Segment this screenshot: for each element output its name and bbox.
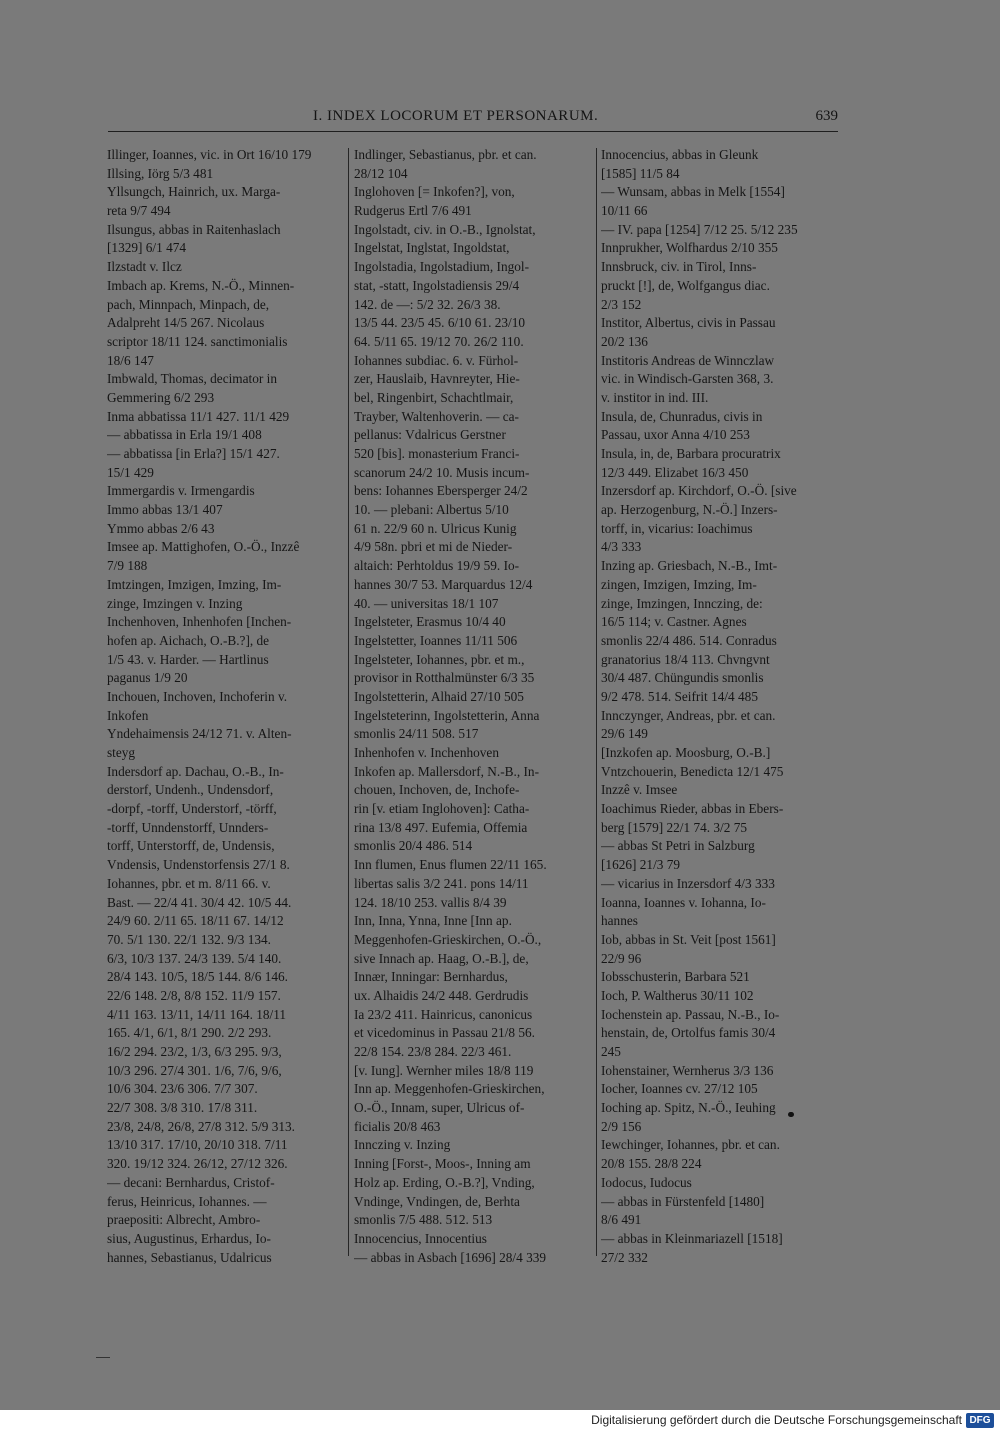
index-line: Inning [Forst-, Moos-, Inning am xyxy=(354,1156,531,1172)
index-line: et vicedominus in Passau 21/8 56. xyxy=(354,1025,535,1041)
footer-text: Digitalisierung gefördert durch die Deutsche Forschungsgemeinschaft xyxy=(591,1413,962,1427)
index-line: 20/8 155. 28/8 224 xyxy=(601,1156,702,1172)
index-line: -dorpf, -torff, Understorf, -törff, xyxy=(107,801,277,817)
index-line: stat, -statt, Ingolstadiensis 29/4 xyxy=(354,277,520,293)
index-line: Inchenhoven, Inhenhofen [Inchen- xyxy=(107,614,292,630)
index-line: Inma abbatissa 11/1 427. 11/1 429 xyxy=(107,408,290,424)
index-line: Insula, de, Chunradus, civis in xyxy=(601,408,763,424)
dfg-logo: DFG xyxy=(966,1413,994,1428)
index-line: scriptor 18/11 124. sanctimonialis xyxy=(107,333,288,349)
index-line: zinge, Imzingen, Innczing, de: xyxy=(601,595,763,611)
index-line: Inn ap. Meggenhofen-Grieskirchen, xyxy=(354,1081,545,1097)
index-line: 6/3, 10/3 137. 24/3 139. 5/4 140. xyxy=(107,950,282,966)
index-line: 16/2 294. 23/2, 1/3, 6/3 295. 9/3, xyxy=(107,1044,282,1059)
index-line: 22/7 308. 3/8 310. 17/8 311. xyxy=(107,1100,258,1116)
index-line: Imtzingen, Imzigen, Imzing, Im- xyxy=(107,576,282,592)
index-line: Innsbruck, civ. in Tirol, Inns- xyxy=(601,259,757,275)
index-line: 142. de —: 5/2 32. 26/3 38. xyxy=(354,296,501,312)
index-line: 13/10 317. 17/10, 20/10 318. 7/11 xyxy=(107,1137,288,1153)
index-line: Iobsschusterin, Barbara 521 xyxy=(601,969,750,985)
index-line: 9/2 478. 514. Seifrit 14/4 485 xyxy=(601,688,758,704)
index-line: Ingelstetter, Ioannes 11/11 506 xyxy=(354,632,518,648)
index-line: Imbwald, Thomas, decimator in xyxy=(107,371,277,387)
index-line: v. institor in ind. III. xyxy=(601,389,709,405)
index-line: Inzzê v. Imsee xyxy=(601,782,678,798)
index-line: ap. Herzogenburg, N.-Ö.] Inzers- xyxy=(601,502,778,518)
index-line: Indersdorf ap. Dachau, O.-B., In- xyxy=(107,763,284,779)
column-divider xyxy=(596,148,597,1256)
index-line: ux. Alhaidis 24/2 448. Gerdrudis xyxy=(354,987,529,1003)
index-line: 24/9 60. 2/11 65. 18/11 67. 14/12 xyxy=(107,913,284,929)
index-line: 22/8 154. 23/8 284. 22/3 461. xyxy=(354,1044,512,1059)
index-line: Innprukher, Wolfhardus 2/10 355 xyxy=(601,240,778,256)
index-line: Ia 23/2 411. Hainricus, canonicus xyxy=(354,1006,533,1022)
index-line: Vndinge, Vndingen, de, Berhta xyxy=(354,1193,520,1209)
index-line: Inn flumen, Enus flumen 22/11 165. xyxy=(354,857,547,873)
index-line: sive Innach ap. Haag, O.-B.], de, xyxy=(354,950,529,966)
index-line: Inn, Inna, Ynna, Inne [Inn ap. xyxy=(354,913,512,929)
index-line: Inzing ap. Griesbach, N.-B., Imt- xyxy=(601,558,778,574)
index-line: Ingelsteter, Erasmus 10/4 40 xyxy=(354,614,506,630)
index-line: 10/11 66 xyxy=(601,203,648,219)
index-line: praepositi: Albrecht, Ambro- xyxy=(107,1212,261,1228)
index-line: smonlis 24/11 508. 517 xyxy=(354,726,479,742)
index-line: Ingelsteter, Iohannes, pbr. et m., xyxy=(354,651,525,667)
index-line: Iob, abbas in St. Veit [post 1561] xyxy=(601,931,776,947)
index-line: 22/6 148. 2/8, 8/8 152. 11/9 157. xyxy=(107,987,281,1003)
index-line: Inkofen xyxy=(107,707,149,723)
index-line: bens: Iohannes Ebersperger 24/2 xyxy=(354,483,528,499)
index-line: bel, Ringenbirt, Schachtlmair, xyxy=(354,389,514,405)
index-line: Institoris Andreas de Winnczlaw xyxy=(601,352,775,368)
index-line: Iohannes, pbr. et m. 8/11 66. v. xyxy=(107,875,271,891)
index-line: Illinger, Ioannes, vic. in Ort 16/10 179 xyxy=(107,147,312,162)
index-line: 4/9 58n. pbri et mi de Nieder- xyxy=(354,539,513,555)
index-line: pach, Minnpach, Minpach, de, xyxy=(107,296,270,312)
index-line: 28/12 104 xyxy=(354,165,408,181)
index-line: 13/5 44. 23/5 45. 6/10 61. 23/10 xyxy=(354,315,526,331)
index-line: Ilzstadt v. Ilcz xyxy=(107,259,182,275)
index-line: Immergardis v. Irmengardis xyxy=(107,483,255,499)
index-line: Iochenstein ap. Passau, N.-B., Io- xyxy=(601,1006,780,1022)
footer-bar xyxy=(0,1410,1000,1433)
index-line: Ilsungus, abbas in Raitenhaslach xyxy=(107,221,281,237)
index-line: [v. Iung]. Wernher miles 18/8 119 xyxy=(354,1062,534,1078)
index-line: 30/4 487. Chüngundis smonlis xyxy=(601,670,764,686)
header-title: I. INDEX LOCORUM ET PERSONARUM. xyxy=(313,108,599,124)
index-line: Inhenhofen v. Inchenhoven xyxy=(354,745,499,760)
index-line: hannes, Sebastianus, Udalricus xyxy=(107,1249,272,1265)
index-line: 70. 5/1 130. 22/1 132. 9/3 134. xyxy=(107,931,271,947)
index-line: 520 [bis]. monasterium Franci- xyxy=(354,446,520,461)
index-line: smonlis 7/5 488. 512. 513 xyxy=(354,1212,493,1228)
index-line: 16/5 114; v. Castner. Agnes xyxy=(601,614,747,630)
index-line: zer, Hauslaib, Havnreyter, Hie- xyxy=(354,371,520,387)
margin-mark xyxy=(96,1357,110,1358)
index-line: — abbas in Asbach [1696] 28/4 339 xyxy=(354,1249,547,1265)
index-line: smonlis 20/4 486. 514 xyxy=(354,838,473,854)
index-line: Gemmering 6/2 293 xyxy=(107,389,215,405)
index-line: Iohannes subdiac. 6. v. Fürhol- xyxy=(354,352,519,368)
index-line: provisor in Rotthalmünster 6/3 35 xyxy=(354,670,535,686)
index-line: 10. — plebani: Albertus 5/10 xyxy=(354,502,509,518)
header-rule xyxy=(108,131,838,132)
index-line: pellanus: Vdalricus Gerstner xyxy=(354,427,506,443)
index-line: 320. 19/12 324. 26/12, 27/12 326. xyxy=(107,1156,288,1172)
index-line: Imsee ap. Mattighofen, O.-Ö., Inzzê xyxy=(107,539,300,555)
index-line: rin [v. etiam Inglohoven]: Catha- xyxy=(354,801,530,817)
index-line: Iocher, Ioannes cv. 27/12 105 xyxy=(601,1081,758,1097)
index-line: Yllsungch, Hainrich, ux. Marga- xyxy=(107,184,281,200)
index-column-2 xyxy=(354,146,590,1267)
index-line: [Inzkofen ap. Moosburg, O.-B.] xyxy=(601,745,771,760)
index-line: — abbatissa [in Erla?] 15/1 427. xyxy=(107,446,280,461)
index-line: Innær, Inningar: Bernhardus, xyxy=(354,969,508,985)
index-line: Insula, in, de, Barbara procuratrix xyxy=(601,446,781,461)
index-line: 165. 4/1, 6/1, 8/1 290. 2/2 293. xyxy=(107,1025,272,1041)
index-line: — IV. papa [1254] 7/12 25. 5/12 235 xyxy=(601,221,798,237)
index-line: Innocencius, Innocentius xyxy=(354,1230,487,1246)
index-line: — decani: Bernhardus, Cristof- xyxy=(107,1174,275,1190)
index-line: Bast. — 22/4 41. 30/4 42. 10/5 44. xyxy=(107,894,292,910)
index-line: Ioanna, Ioannes v. Iohanna, Io- xyxy=(601,894,766,910)
ink-spot xyxy=(788,1112,794,1117)
index-line: Vndensis, Undenstorfensis 27/1 8. xyxy=(107,857,290,873)
index-line: Iohenstainer, Wernherus 3/3 136 xyxy=(601,1062,774,1078)
index-line: 20/2 136 xyxy=(601,333,648,349)
index-line: Immo abbas 13/1 407 xyxy=(107,502,223,518)
index-line: Ioch, P. Waltherus 30/11 102 xyxy=(601,987,754,1003)
index-line: 2/9 156 xyxy=(601,1118,642,1134)
index-line: Institor, Albertus, civis in Passau xyxy=(601,315,776,331)
running-header xyxy=(108,108,838,134)
index-line: chouen, Inchoven, de, Inchofe- xyxy=(354,782,520,798)
index-line: ficialis 20/8 463 xyxy=(354,1118,441,1134)
index-line: 7/9 188 xyxy=(107,558,148,574)
index-line: Ingolstadia, Ingolstadium, Ingol- xyxy=(354,259,530,275)
index-line: 40. — universitas 18/1 107 xyxy=(354,595,499,611)
index-line: — abbas in Fürstenfeld [1480] xyxy=(601,1193,765,1209)
index-line: 28/4 143. 10/5, 18/5 144. 8/6 146. xyxy=(107,969,288,985)
index-line: Vntzchouerin, Benedicta 12/1 475 xyxy=(601,763,784,779)
index-line: hannes 30/7 53. Marquardus 12/4 xyxy=(354,576,533,592)
index-line: derstorf, Undenh., Undensdorf, xyxy=(107,782,274,798)
index-line: reta 9/7 494 xyxy=(107,203,171,219)
index-line: Inzersdorf ap. Kirchdorf, O.-Ö. [sive xyxy=(601,483,797,499)
index-line: 1/5 43. v. Harder. — Hartlinus xyxy=(107,651,269,667)
index-column-1 xyxy=(107,146,345,1267)
index-line: Inchouen, Inchoven, Inchoferin v. xyxy=(107,688,288,704)
index-line: Inkofen ap. Mallersdorf, N.-B., In- xyxy=(354,763,539,779)
index-line: 10/6 304. 23/6 306. 7/7 307. xyxy=(107,1081,258,1097)
index-line: 23/8, 24/8, 26/8, 27/8 312. 5/9 313. xyxy=(107,1118,296,1134)
index-line: zingen, Imzigen, Imzing, Im- xyxy=(601,576,757,592)
index-column-3 xyxy=(601,146,839,1267)
index-line: Ingolstetterin, Alhaid 27/10 505 xyxy=(354,688,524,704)
index-line: — abbas St Petri in Salzburg xyxy=(601,838,755,854)
index-line: Inglohoven [= Inkofen?], von, xyxy=(354,184,515,200)
index-line: Ingelsteterinn, Ingolstetterin, Anna xyxy=(354,707,540,723)
index-line: 61 n. 22/9 60 n. Ulricus Kunig xyxy=(354,520,517,536)
column-divider xyxy=(348,148,349,1256)
index-line: — vicarius in Inzersdorf 4/3 333 xyxy=(601,875,775,891)
index-line: -torff, Unndenstorff, Unnders- xyxy=(107,819,269,835)
index-line: 12/3 449. Elizabet 16/3 450 xyxy=(601,464,749,480)
index-line: Innocencius, abbas in Gleunk xyxy=(601,147,759,162)
index-line: 4/3 333 xyxy=(601,539,642,555)
index-line: granatorius 18/4 113. Chvngvnt xyxy=(601,651,770,667)
index-line: henstain, de, Ortolfus famis 30/4 xyxy=(601,1025,776,1041)
index-line: Ingolstadt, civ. in O.-B., Ignolstat, xyxy=(354,221,536,237)
index-line: [1585] 11/5 84 xyxy=(601,165,680,181)
index-line: Ymmo abbas 2/6 43 xyxy=(107,520,215,536)
index-line: Meggenhofen-Grieskirchen, O.-Ö., xyxy=(354,931,542,947)
index-line: rina 13/8 497. Eufemia, Offemia xyxy=(354,819,528,835)
index-line: Innczynger, Andreas, pbr. et can. xyxy=(601,707,776,723)
index-line: torff, in, vicarius: Ioachimus xyxy=(601,520,753,536)
index-line: 8/6 491 xyxy=(601,1212,642,1228)
index-line: 15/1 429 xyxy=(107,464,154,480)
index-line: Innczing v. Inzing xyxy=(354,1137,451,1153)
page-number: 639 xyxy=(815,108,838,124)
index-line: vic. in Windisch-Garsten 368, 3. xyxy=(601,371,774,387)
index-line: libertas salis 3/2 241. pons 14/11 xyxy=(354,875,529,891)
index-line: Ingelstat, Inglstat, Ingoldstat, xyxy=(354,240,510,256)
index-line: 29/6 149 xyxy=(601,726,648,742)
index-line: ferus, Heinricus, Iohannes. — xyxy=(107,1193,267,1209)
index-line: Iewchinger, Iohannes, pbr. et can. xyxy=(601,1137,780,1153)
index-line: berg [1579] 22/1 74. 3/2 75 xyxy=(601,819,748,835)
index-line: 18/6 147 xyxy=(107,352,154,368)
index-line: altaich: Perhtoldus 19/9 59. Io- xyxy=(354,558,520,574)
index-line: — abbatissa in Erla 19/1 408 xyxy=(107,427,262,443)
index-line: Holz ap. Erding, O.-B.?], Vnding, xyxy=(354,1174,535,1190)
index-line: sius, Augustinus, Erhardus, Io- xyxy=(107,1230,271,1246)
index-line: 2/3 152 xyxy=(601,296,642,312)
index-line: Rudgerus Ertl 7/6 491 xyxy=(354,203,472,219)
index-line: O.-Ö., Innam, super, Ulricus of- xyxy=(354,1100,525,1116)
index-line: Trayber, Waltenhoverin. — ca- xyxy=(354,408,519,424)
index-line: Illsing, Iörg 5/3 481 xyxy=(107,165,214,181)
index-line: steyg xyxy=(107,745,136,760)
index-line: paganus 1/9 20 xyxy=(107,670,188,686)
index-line: — abbas in Kleinmariazell [1518] xyxy=(601,1230,783,1246)
index-line: Imbach ap. Krems, N.-Ö., Minnen- xyxy=(107,277,295,293)
index-line: smonlis 22/4 486. 514. Conradus xyxy=(601,632,777,648)
index-line: hannes xyxy=(601,913,638,929)
index-line: pruckt [!], de, Wolfgangus diac. xyxy=(601,277,770,293)
index-line: scanorum 24/2 10. Musis incum- xyxy=(354,464,530,480)
index-line: Adalpreht 14/5 267. Nicolaus xyxy=(107,315,265,331)
index-line: Ioachimus Rieder, abbas in Ebers- xyxy=(601,801,784,817)
index-line: 27/2 332 xyxy=(601,1249,648,1265)
index-line: Iodocus, Iudocus xyxy=(601,1174,692,1190)
index-line: [1329] 6/1 474 xyxy=(107,240,187,256)
index-line: Yndehaimensis 24/12 71. v. Alten- xyxy=(107,726,292,742)
index-line: zinge, Imzingen v. Inzing xyxy=(107,595,243,611)
index-line: Indlinger, Sebastianus, pbr. et can. xyxy=(354,147,537,162)
index-line: torff, Unterstorff, de, Undensis, xyxy=(107,838,275,854)
index-line: Passau, uxor Anna 4/10 253 xyxy=(601,427,750,443)
index-line: [1626] 21/3 79 xyxy=(601,857,681,873)
index-line: 245 xyxy=(601,1044,621,1059)
index-line: — Wunsam, abbas in Melk [1554] xyxy=(601,184,785,200)
index-line: Ioching ap. Spitz, N.-Ö., Ieuhing xyxy=(601,1100,776,1116)
index-line: 64. 5/11 65. 19/12 70. 26/2 110. xyxy=(354,333,524,349)
index-line: hofen ap. Aichach, O.-B.?], de xyxy=(107,632,270,648)
index-line: 124. 18/10 253. vallis 8/4 39 xyxy=(354,894,507,910)
index-line: 10/3 296. 27/4 301. 1/6, 7/6, 9/6, xyxy=(107,1062,282,1078)
index-line: 22/9 96 xyxy=(601,950,642,966)
index-line: 4/11 163. 13/11, 14/11 164. 18/11 xyxy=(107,1006,287,1022)
